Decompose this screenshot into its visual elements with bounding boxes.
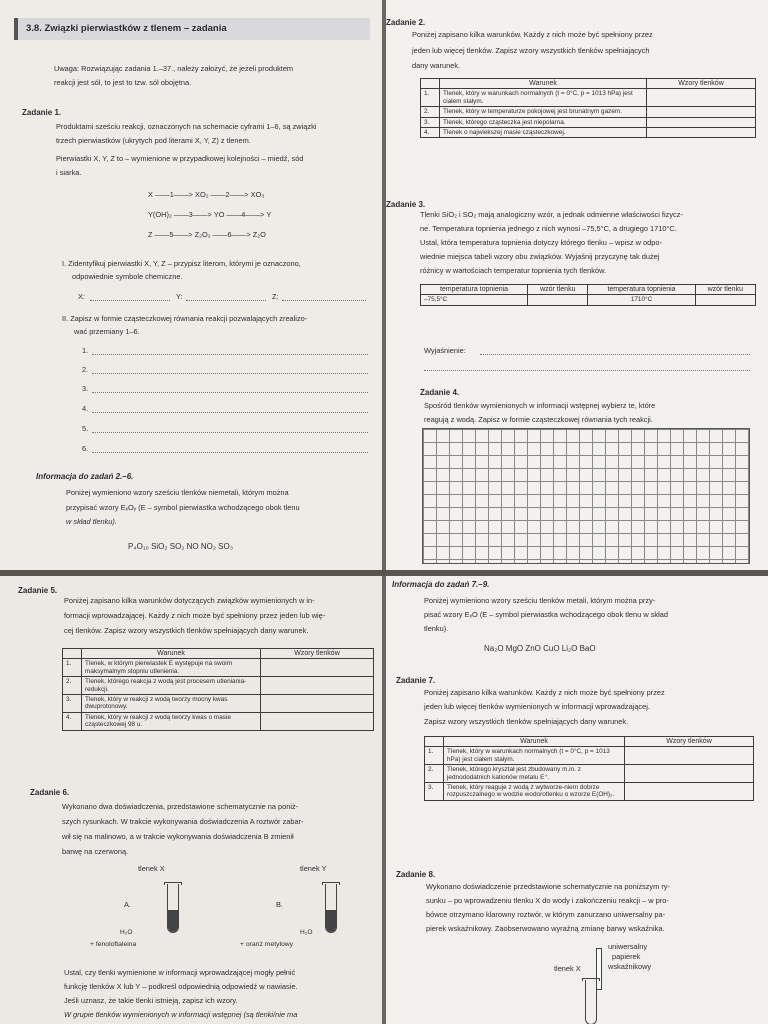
condition: Tlenek, który w warunkach normalnych (t = 0°C, p = 1013 hPa) jest ciałem stałym.	[440, 89, 647, 107]
line-number: 6.	[82, 444, 89, 453]
task-text: Poniżej zapisano kilka warunków. Każdy z nich może być spełniony przez	[424, 688, 665, 697]
row-number: 1.	[63, 659, 82, 677]
answer-y-line[interactable]	[186, 300, 266, 301]
task-text: trzech pierwiastków (ukrytych pod literami X, Y, Z) z tlenem.	[56, 136, 251, 145]
row-number: 3.	[425, 783, 444, 801]
info-text: pisać wzory EₓO (E – symbol pierwiastka wchodzącego obok tlenu w skład	[424, 610, 668, 619]
water-label: H₂O	[120, 929, 133, 936]
answer-y-label: Y:	[176, 292, 183, 301]
task-text: i siarka.	[56, 168, 82, 177]
task-text: różnicy w wartościach temperatur topnienia tych tlenków.	[420, 266, 607, 275]
table-row	[421, 117, 756, 127]
condition: Tlenek, którego kryształ jest zbudowany m.in. z jednododatnich kationów metalu E⁺.	[444, 765, 625, 783]
answer-cell[interactable]	[625, 783, 754, 801]
row-number: 2.	[421, 107, 440, 117]
condition: Tlenek, który w reakcji z wodą tworzy kwas o masie cząsteczkowej 98 u.	[82, 712, 261, 730]
info-text: tlenku).	[424, 624, 449, 633]
task-7-table	[424, 736, 754, 801]
table-row	[63, 677, 374, 695]
col-header: Warunek	[82, 649, 261, 659]
answer-z-label: Z:	[272, 292, 279, 301]
answer-cell[interactable]	[261, 712, 374, 730]
indicator-label: + oranż metylowy	[240, 941, 294, 948]
task-text: formacji wprowadzającej. Każdy z nich może być spełniony przez jeden lub wię-	[64, 611, 326, 620]
task-text: Pierwiastki X, Y, Z to – wymienione w przypadkowej kolejności – miedź, sód	[56, 154, 304, 163]
table-row	[421, 295, 756, 305]
answer-cell[interactable]	[625, 765, 754, 783]
temperature-value: –75,5°C	[421, 295, 528, 305]
answer-line[interactable]	[92, 452, 368, 453]
task-text: funkcję tlenków X lub Y – podkreśl odpowiednią odpowiedź w nawiasie.	[64, 982, 298, 991]
task-text: Wykonano doświadczenie przedstawione schematycznie na poniższym ry-	[426, 882, 670, 891]
answer-z-line[interactable]	[282, 300, 366, 301]
task-text: wił się na malinowo, a w trakcie wykonywania doświadczenia B zmienił	[62, 832, 294, 841]
condition: Tlenek, którego cząsteczka jest niepolarna.	[440, 117, 647, 127]
condition: Tlenek o najwiekszej masie cząsteczkowej.	[440, 128, 647, 138]
task-text: ne. Temperatura topnienia jednego z nich wynosi –75,5°C, a drugiego 1710°C.	[420, 224, 677, 233]
note-line: reakcji jest sól, to jest to tzw. sól obojętna.	[54, 78, 192, 87]
task-text: dany warunek.	[412, 61, 461, 70]
table-row	[421, 128, 756, 138]
answer-cell[interactable]	[647, 89, 756, 107]
row-number: 4.	[421, 128, 440, 138]
answer-cell[interactable]	[647, 128, 756, 138]
answer-x-label: X:	[78, 292, 85, 301]
condition: Tlenek, który w reakcji z wodą tworzy mocny kwas dwuprotonowy.	[82, 695, 261, 713]
task-text: szych rysunkach. W trakcie wykonywania doświadczenia A roztwór zabar-	[62, 817, 304, 826]
info-text: Poniżej wymieniono wzory sześciu tlenków metali, którym można przy-	[424, 596, 656, 605]
answer-line[interactable]	[92, 432, 368, 433]
info-title: Informacja do zadań 2.–6.	[36, 472, 134, 481]
answer-cell[interactable]	[647, 117, 756, 127]
task-2-table	[420, 78, 756, 138]
row-number: 4.	[63, 712, 82, 730]
col-header: Wzory tlenków	[625, 737, 754, 747]
test-tube	[585, 980, 597, 1024]
task-8-title: Zadanie 8.	[396, 870, 436, 879]
col-header: wzór tlenku	[695, 285, 755, 295]
reaction-scheme-row: X ——1——> XO₂ ——2——> XO₃	[148, 190, 265, 199]
condition: Tlenek, który reaguje z wodą z wytworze-niem dobrze rozpuszczalnego w wodzie wodorotlenku o wzorze E(OH)₂.	[444, 783, 625, 801]
water-label: H₂O	[300, 929, 313, 936]
answer-x-line[interactable]	[90, 300, 170, 301]
book-gutter	[382, 0, 386, 1024]
oxide-formulas: P₄O₁₀ SiO₂ SO₂ NO NO₂ SO₃	[128, 542, 233, 551]
task-text: Produktami sześciu reakcji, oznaczonych na schemacie cyframi 1–6, są związki	[56, 122, 317, 131]
answer-cell[interactable]	[261, 695, 374, 713]
info-title: Informacja do zadań 7.–9.	[392, 580, 490, 589]
table-row	[425, 747, 754, 765]
condition: Tlenek, w którym pierwiastek E występuje na swoim maksymalnym stopniu utlenienia.	[82, 659, 261, 677]
row-number: 3.	[63, 695, 82, 713]
explanation-label: Wyjaśnienie:	[424, 346, 466, 355]
task-6-title: Zadanie 6.	[30, 788, 70, 797]
task-text: cej tlenków. Zapisz wzory wszystkich tlenków spełniających dany warunek.	[64, 626, 309, 635]
table-row	[63, 695, 374, 713]
task-text: Poniżej zapisano kilka warunków dotyczących związków wymienionych w in-	[64, 596, 315, 605]
task-5-table	[62, 648, 374, 731]
reagent-label: tlenek X	[554, 964, 581, 973]
task-text: reagują z wodą. Zapisz w formie cząsteczkowej równania tych reakcji.	[424, 415, 653, 424]
note-line: Uwaga: Rozwiązując zadania 1.–37., należy założyć, że jeżeli produktem	[54, 64, 294, 73]
line-number: 4.	[82, 404, 89, 413]
question-1: I. Zidentyfikuj pierwiastki X, Y, Z – przypisz literom, którymi je oznaczono,	[62, 259, 301, 268]
task-text: jeden lub więcej tlenków wymienionych w informacji wprowadzającej.	[424, 702, 650, 711]
col-header: Wzory tlenków	[261, 649, 374, 659]
task-text: Poniżej zapisano kilka warunków. Każdy z nich może być spełniony przez	[412, 30, 653, 39]
answer-line[interactable]	[480, 354, 750, 355]
task-text: pierek wskaźnikowy. Zaobserwowano wyraźną zmianę barwy wskaźnika.	[426, 924, 665, 933]
test-tube-a	[167, 884, 179, 933]
task-4-title: Zadanie 4.	[420, 388, 460, 397]
row-number: 2.	[425, 765, 444, 783]
task-text: Spośród tlenków wymienionych w informacji wstępnej wybierz te, które	[424, 401, 656, 410]
table-row	[63, 712, 374, 730]
paper-label: uniwersalny	[608, 942, 648, 951]
task-7-title: Zadanie 7.	[396, 676, 436, 685]
table-row	[425, 765, 754, 783]
task-text: bówce otrzymano klarowny roztwór, w którym zanurzano uniwersalny pa-	[426, 910, 666, 919]
page-top-right	[386, 0, 768, 570]
oxide-formulas: Na₂O MgO ZnO CuO Li₂O BaO	[484, 644, 596, 653]
col-header: wzór tlenku	[528, 285, 588, 295]
answer-cell[interactable]	[528, 295, 588, 305]
page-top-left	[0, 0, 382, 570]
reagent-label: tlenek X	[138, 864, 165, 873]
answer-cell[interactable]	[261, 659, 374, 677]
condition: Tlenek, który w warunkach normalnych (t = 0°C, p = 1013 hPa) jest ciałem stałym.	[444, 747, 625, 765]
task-text: Wykonano dwa doświadczenia, przedstawione schematycznie na poniż-	[62, 802, 299, 811]
question-2: II. Zapisz w formie cząsteczkowej równania reakcji pozwalających zrealizo-	[62, 314, 308, 323]
reaction-scheme-row: Y(OH)₂ ——3——> YO ——4——> Y	[148, 210, 272, 219]
info-text: przypisać wzory EₓOᵧ (E – symbol pierwiastka wchodzącego obok tlenu	[66, 503, 300, 512]
answer-cell[interactable]	[695, 295, 755, 305]
col-header: temperatura topnienia	[588, 285, 695, 295]
col-header: temperatura topnienia	[421, 285, 528, 295]
answer-line[interactable]	[92, 412, 368, 413]
task-text: jeden lub więcej tlenków. Zapisz wzory wszystkich tlenków spełniających	[412, 46, 650, 55]
answer-line[interactable]	[424, 370, 750, 371]
task-text: barwę na czerwoną.	[62, 847, 129, 856]
line-number: 1.	[82, 346, 89, 355]
task-text: Ustal, czy tlenki wymienione w informacji wprowadzającej mogły pełnić	[64, 968, 296, 977]
col-header: Warunek	[444, 737, 625, 747]
question-2: wać przemiany 1–6.	[74, 327, 140, 336]
task-text: sunku – po wprowadzeniu tlenku X do wody i zakończeniu reakcji – w pro-	[426, 896, 669, 905]
task-text: Zapisz wzory wszystkich tlenków spełniających dany warunek.	[424, 717, 629, 726]
answer-grid[interactable]	[422, 428, 750, 564]
paper-label: papierek	[612, 952, 641, 961]
task-text: wiednie miejsca tabeli wzory obu związków. Wyjaśnij przyczynę tak dużej	[420, 252, 660, 261]
temperature-value: 1710°C	[588, 295, 695, 305]
answer-line[interactable]	[92, 354, 368, 355]
reaction-scheme-row: Z ——5——> Z₂O₂ ——6——> Z₂O	[148, 230, 266, 239]
row-number: 1.	[421, 89, 440, 107]
question-1: odpowiednie symbole chemiczne.	[72, 272, 183, 281]
paper-label: wskaźnikowy	[608, 962, 652, 971]
experiment-label: A.	[124, 900, 131, 909]
table-row	[425, 783, 754, 801]
row-number: 3.	[421, 117, 440, 127]
answer-line[interactable]	[92, 392, 368, 393]
table-row	[421, 89, 756, 107]
col-header: Warunek	[440, 79, 647, 89]
line-number: 5.	[82, 424, 89, 433]
table-row	[63, 659, 374, 677]
info-text: w skład tlenku).	[66, 517, 117, 526]
answer-cell[interactable]	[625, 747, 754, 765]
indicator-label: + fenoloftaleina	[90, 941, 137, 948]
col-header: Wzory tlenków	[647, 79, 756, 89]
task-5-title: Zadanie 5.	[18, 586, 58, 595]
task-1-title: Zadanie 1.	[22, 108, 62, 117]
answer-line[interactable]	[92, 373, 368, 374]
task-2-title: Zadanie 2.	[386, 18, 426, 27]
answer-cell[interactable]	[647, 107, 756, 117]
line-number: 2.	[82, 365, 89, 374]
task-text: Ustal, która temperatura topnienia dotyczy którego tlenku – wpisz w odpo-	[420, 238, 662, 247]
line-number: 3.	[82, 384, 89, 393]
task-3-table	[420, 284, 756, 306]
page-bottom-right	[386, 576, 768, 1024]
page-divider	[0, 570, 768, 576]
table-row	[421, 107, 756, 117]
condition: Tlenek, którego reakcja z wodą jest procesem utleniania-redukcji.	[82, 677, 261, 695]
condition: Tlenek, który w temperaturze pokojowej jest brunatnym gazem.	[440, 107, 647, 117]
row-number: 2.	[63, 677, 82, 695]
task-text: Jeśli uznasz, że takie tlenki istnieją, zapisz ich wzory.	[64, 996, 238, 1005]
test-tube-b	[325, 884, 337, 933]
info-text: Poniżej wymieniono wzory sześciu tlenków niemetali, którym można	[66, 488, 289, 497]
row-number: 1.	[425, 747, 444, 765]
page-bottom-left	[0, 576, 382, 1024]
experiment-label: B.	[276, 900, 283, 909]
task-text: Tlenki SiO₂ i SO₂ mają analogiczny wzór, a jednak odmienne właściwości fizycz-	[420, 210, 683, 219]
task-3-title: Zadanie 3.	[386, 200, 426, 209]
reagent-label: tlenek Y	[300, 864, 327, 873]
task-text: W grupie tlenków wymienionych w informacji wstępnej (są tlenki/nie ma	[64, 1010, 298, 1019]
section-header: 3.8. Związki pierwiastków z tlenem – zadania	[14, 18, 370, 40]
answer-cell[interactable]	[261, 677, 374, 695]
